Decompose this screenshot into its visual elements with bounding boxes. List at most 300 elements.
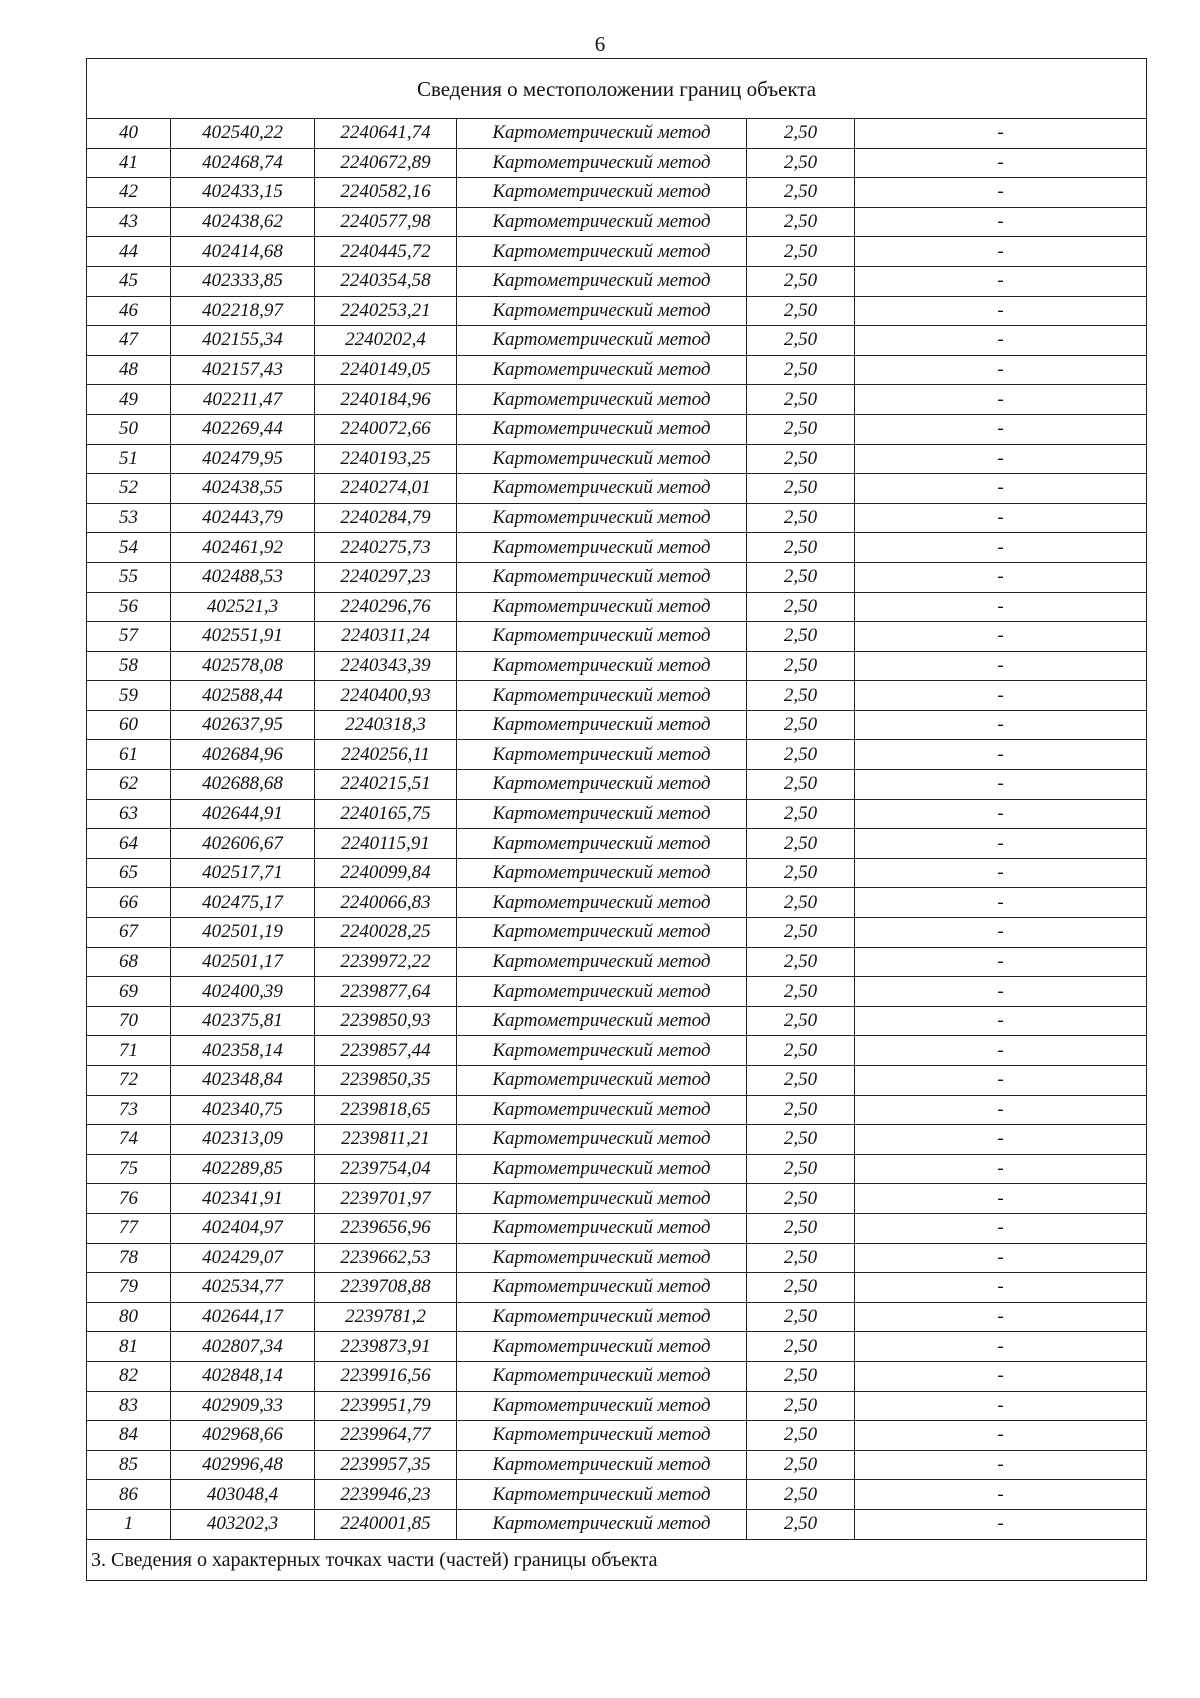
description-cell: - (855, 296, 1147, 326)
x-coordinate-cell: 402996,48 (171, 1450, 315, 1480)
boundary-points-table (86, 58, 1147, 1581)
y-coordinate-cell: 2240115,91 (315, 829, 457, 859)
y-coordinate-cell: 2240099,84 (315, 858, 457, 888)
x-coordinate-cell: 402400,39 (171, 977, 315, 1007)
description-cell: - (855, 533, 1147, 563)
x-coordinate-cell: 402521,3 (171, 592, 315, 622)
accuracy-cell: 2,50 (747, 385, 855, 415)
x-coordinate-cell: 402443,79 (171, 503, 315, 533)
point-number-cell: 42 (87, 178, 171, 208)
y-coordinate-cell: 2240577,98 (315, 207, 457, 237)
method-cell: Картометрический метод (457, 622, 747, 652)
accuracy-cell: 2,50 (747, 296, 855, 326)
y-coordinate-cell: 2240297,23 (315, 562, 457, 592)
y-coordinate-cell: 2239873,91 (315, 1332, 457, 1362)
table-row (87, 1036, 1147, 1066)
accuracy-cell: 2,50 (747, 1213, 855, 1243)
table-row (87, 533, 1147, 563)
table-row (87, 296, 1147, 326)
y-coordinate-cell: 2239946,23 (315, 1480, 457, 1510)
table-row (87, 1480, 1147, 1510)
point-number-cell: 67 (87, 918, 171, 948)
x-coordinate-cell: 402501,17 (171, 947, 315, 977)
table-row (87, 503, 1147, 533)
point-number-cell: 55 (87, 562, 171, 592)
x-coordinate-cell: 402218,97 (171, 296, 315, 326)
table-row (87, 740, 1147, 770)
y-coordinate-cell: 2240165,75 (315, 799, 457, 829)
table-row (87, 799, 1147, 829)
description-cell: - (855, 918, 1147, 948)
description-cell: - (855, 414, 1147, 444)
point-number-cell: 77 (87, 1213, 171, 1243)
accuracy-cell: 2,50 (747, 770, 855, 800)
method-cell: Картометрический метод (457, 770, 747, 800)
accuracy-cell: 2,50 (747, 1006, 855, 1036)
x-coordinate-cell: 402968,66 (171, 1421, 315, 1451)
description-cell: - (855, 858, 1147, 888)
method-cell: Картометрический метод (457, 148, 747, 178)
description-cell: - (855, 1243, 1147, 1273)
table-row (87, 770, 1147, 800)
point-number-cell: 73 (87, 1095, 171, 1125)
description-cell: - (855, 237, 1147, 267)
point-number-cell: 86 (87, 1480, 171, 1510)
x-coordinate-cell: 402517,71 (171, 858, 315, 888)
y-coordinate-cell: 2239656,96 (315, 1213, 457, 1243)
description-cell: - (855, 1480, 1147, 1510)
point-number-cell: 40 (87, 119, 171, 149)
x-coordinate-cell: 402341,91 (171, 1184, 315, 1214)
table-row (87, 622, 1147, 652)
y-coordinate-cell: 2240582,16 (315, 178, 457, 208)
x-coordinate-cell: 402688,68 (171, 770, 315, 800)
description-cell: - (855, 1332, 1147, 1362)
method-cell: Картометрический метод (457, 1302, 747, 1332)
description-cell: - (855, 1066, 1147, 1096)
description-cell: - (855, 1302, 1147, 1332)
x-coordinate-cell: 402461,92 (171, 533, 315, 563)
table-row (87, 947, 1147, 977)
description-cell: - (855, 740, 1147, 770)
accuracy-cell: 2,50 (747, 622, 855, 652)
x-coordinate-cell: 402269,44 (171, 414, 315, 444)
method-cell: Картометрический метод (457, 1006, 747, 1036)
y-coordinate-cell: 2240001,85 (315, 1509, 457, 1539)
accuracy-cell: 2,50 (747, 119, 855, 149)
point-number-cell: 59 (87, 681, 171, 711)
table-row (87, 1006, 1147, 1036)
table-row (87, 1509, 1147, 1539)
method-cell: Картометрический метод (457, 266, 747, 296)
y-coordinate-cell: 2240202,4 (315, 326, 457, 356)
method-cell: Картометрический метод (457, 237, 747, 267)
description-cell: - (855, 681, 1147, 711)
description-cell: - (855, 829, 1147, 859)
x-coordinate-cell: 402501,19 (171, 918, 315, 948)
point-number-cell: 78 (87, 1243, 171, 1273)
method-cell: Картометрический метод (457, 918, 747, 948)
method-cell: Картометрический метод (457, 1421, 747, 1451)
x-coordinate-cell: 402534,77 (171, 1273, 315, 1303)
point-number-cell: 45 (87, 266, 171, 296)
x-coordinate-cell: 402433,15 (171, 178, 315, 208)
point-number-cell: 48 (87, 355, 171, 385)
y-coordinate-cell: 2240072,66 (315, 414, 457, 444)
point-number-cell: 81 (87, 1332, 171, 1362)
description-cell: - (855, 178, 1147, 208)
accuracy-cell: 2,50 (747, 858, 855, 888)
point-number-cell: 49 (87, 385, 171, 415)
method-cell: Картометрический метод (457, 740, 747, 770)
x-coordinate-cell: 402684,96 (171, 740, 315, 770)
point-number-cell: 74 (87, 1125, 171, 1155)
table-row (87, 1332, 1147, 1362)
method-cell: Картометрический метод (457, 1154, 747, 1184)
x-coordinate-cell: 402375,81 (171, 1006, 315, 1036)
description-cell: - (855, 770, 1147, 800)
x-coordinate-cell: 402807,34 (171, 1332, 315, 1362)
method-cell: Картометрический метод (457, 326, 747, 356)
y-coordinate-cell: 2239972,22 (315, 947, 457, 977)
point-number-cell: 60 (87, 710, 171, 740)
point-number-cell: 85 (87, 1450, 171, 1480)
point-number-cell: 44 (87, 237, 171, 267)
accuracy-cell: 2,50 (747, 326, 855, 356)
y-coordinate-cell: 2239811,21 (315, 1125, 457, 1155)
point-number-cell: 54 (87, 533, 171, 563)
accuracy-cell: 2,50 (747, 947, 855, 977)
accuracy-cell: 2,50 (747, 1273, 855, 1303)
y-coordinate-cell: 2240215,51 (315, 770, 457, 800)
method-cell: Картометрический метод (457, 296, 747, 326)
table-row (87, 592, 1147, 622)
description-cell: - (855, 119, 1147, 149)
description-cell: - (855, 1421, 1147, 1451)
y-coordinate-cell: 2240445,72 (315, 237, 457, 267)
table-row (87, 237, 1147, 267)
point-number-cell: 51 (87, 444, 171, 474)
y-coordinate-cell: 2239662,53 (315, 1243, 457, 1273)
method-cell: Картометрический метод (457, 119, 747, 149)
table-row (87, 1213, 1147, 1243)
y-coordinate-cell: 2240311,24 (315, 622, 457, 652)
x-coordinate-cell: 403202,3 (171, 1509, 315, 1539)
method-cell: Картометрический метод (457, 444, 747, 474)
table-title: Сведения о местоположении границ объекта (87, 59, 1147, 119)
x-coordinate-cell: 402475,17 (171, 888, 315, 918)
x-coordinate-cell: 402588,44 (171, 681, 315, 711)
point-number-cell: 69 (87, 977, 171, 1007)
point-number-cell: 47 (87, 326, 171, 356)
y-coordinate-cell: 2240318,3 (315, 710, 457, 740)
accuracy-cell: 2,50 (747, 414, 855, 444)
point-number-cell: 43 (87, 207, 171, 237)
point-number-cell: 62 (87, 770, 171, 800)
accuracy-cell: 2,50 (747, 1066, 855, 1096)
point-number-cell: 72 (87, 1066, 171, 1096)
x-coordinate-cell: 402358,14 (171, 1036, 315, 1066)
method-cell: Картометрический метод (457, 799, 747, 829)
description-cell: - (855, 710, 1147, 740)
y-coordinate-cell: 2239850,35 (315, 1066, 457, 1096)
method-cell: Картометрический метод (457, 1184, 747, 1214)
x-coordinate-cell: 402637,95 (171, 710, 315, 740)
x-coordinate-cell: 402340,75 (171, 1095, 315, 1125)
point-number-cell: 63 (87, 799, 171, 829)
description-cell: - (855, 1273, 1147, 1303)
description-cell: - (855, 1154, 1147, 1184)
accuracy-cell: 2,50 (747, 1154, 855, 1184)
accuracy-cell: 2,50 (747, 710, 855, 740)
description-cell: - (855, 1361, 1147, 1391)
accuracy-cell: 2,50 (747, 888, 855, 918)
page-number: 6 (594, 32, 606, 56)
accuracy-cell: 2,50 (747, 1509, 855, 1539)
accuracy-cell: 2,50 (747, 1302, 855, 1332)
accuracy-cell: 2,50 (747, 1036, 855, 1066)
description-cell: - (855, 977, 1147, 1007)
table-row (87, 1243, 1147, 1273)
accuracy-cell: 2,50 (747, 1125, 855, 1155)
accuracy-cell: 2,50 (747, 355, 855, 385)
x-coordinate-cell: 402313,09 (171, 1125, 315, 1155)
table-row (87, 651, 1147, 681)
accuracy-cell: 2,50 (747, 237, 855, 267)
x-coordinate-cell: 402289,85 (171, 1154, 315, 1184)
table-row (87, 829, 1147, 859)
method-cell: Картометрический метод (457, 474, 747, 504)
table-row (87, 207, 1147, 237)
table-body (87, 119, 1147, 1540)
accuracy-cell: 2,50 (747, 1421, 855, 1451)
y-coordinate-cell: 2240400,93 (315, 681, 457, 711)
method-cell: Картометрический метод (457, 1361, 747, 1391)
x-coordinate-cell: 402848,14 (171, 1361, 315, 1391)
description-cell: - (855, 1036, 1147, 1066)
point-number-cell: 1 (87, 1509, 171, 1539)
x-coordinate-cell: 402429,07 (171, 1243, 315, 1273)
accuracy-cell: 2,50 (747, 918, 855, 948)
x-coordinate-cell: 402157,43 (171, 355, 315, 385)
y-coordinate-cell: 2240256,11 (315, 740, 457, 770)
accuracy-cell: 2,50 (747, 474, 855, 504)
y-coordinate-cell: 2240028,25 (315, 918, 457, 948)
description-cell: - (855, 562, 1147, 592)
description-cell: - (855, 1184, 1147, 1214)
y-coordinate-cell: 2239754,04 (315, 1154, 457, 1184)
description-cell: - (855, 1095, 1147, 1125)
accuracy-cell: 2,50 (747, 1095, 855, 1125)
method-cell: Картометрический метод (457, 829, 747, 859)
table-row (87, 119, 1147, 149)
accuracy-cell: 2,50 (747, 207, 855, 237)
table-row (87, 977, 1147, 1007)
point-number-cell: 50 (87, 414, 171, 444)
description-cell: - (855, 1391, 1147, 1421)
description-cell: - (855, 503, 1147, 533)
point-number-cell: 75 (87, 1154, 171, 1184)
table-row (87, 1450, 1147, 1480)
accuracy-cell: 2,50 (747, 592, 855, 622)
x-coordinate-cell: 402438,62 (171, 207, 315, 237)
table-row (87, 1391, 1147, 1421)
point-number-cell: 79 (87, 1273, 171, 1303)
table-row (87, 148, 1147, 178)
accuracy-cell: 2,50 (747, 740, 855, 770)
point-number-cell: 65 (87, 858, 171, 888)
x-coordinate-cell: 402211,47 (171, 385, 315, 415)
point-number-cell: 64 (87, 829, 171, 859)
table-row (87, 1184, 1147, 1214)
y-coordinate-cell: 2240149,05 (315, 355, 457, 385)
table-row (87, 474, 1147, 504)
method-cell: Картометрический метод (457, 947, 747, 977)
y-coordinate-cell: 2240284,79 (315, 503, 457, 533)
accuracy-cell: 2,50 (747, 1184, 855, 1214)
x-coordinate-cell: 402438,55 (171, 474, 315, 504)
y-coordinate-cell: 2239964,77 (315, 1421, 457, 1451)
table-row (87, 414, 1147, 444)
table-row (87, 888, 1147, 918)
table-row (87, 710, 1147, 740)
description-cell: - (855, 355, 1147, 385)
y-coordinate-cell: 2240641,74 (315, 119, 457, 149)
y-coordinate-cell: 2240253,21 (315, 296, 457, 326)
y-coordinate-cell: 2240354,58 (315, 266, 457, 296)
table-row (87, 858, 1147, 888)
description-cell: - (855, 1450, 1147, 1480)
point-number-cell: 61 (87, 740, 171, 770)
table-row (87, 562, 1147, 592)
accuracy-cell: 2,50 (747, 1391, 855, 1421)
x-coordinate-cell: 402468,74 (171, 148, 315, 178)
x-coordinate-cell: 402348,84 (171, 1066, 315, 1096)
accuracy-cell: 2,50 (747, 1332, 855, 1362)
y-coordinate-cell: 2240066,83 (315, 888, 457, 918)
point-number-cell: 66 (87, 888, 171, 918)
method-cell: Картометрический метод (457, 1243, 747, 1273)
method-cell: Картометрический метод (457, 1509, 747, 1539)
x-coordinate-cell: 402909,33 (171, 1391, 315, 1421)
point-number-cell: 80 (87, 1302, 171, 1332)
method-cell: Картометрический метод (457, 681, 747, 711)
method-cell: Картометрический метод (457, 1213, 747, 1243)
description-cell: - (855, 592, 1147, 622)
method-cell: Картометрический метод (457, 1391, 747, 1421)
x-coordinate-cell: 402414,68 (171, 237, 315, 267)
method-cell: Картометрический метод (457, 888, 747, 918)
table-row (87, 1302, 1147, 1332)
y-coordinate-cell: 2239850,93 (315, 1006, 457, 1036)
method-cell: Картометрический метод (457, 1095, 747, 1125)
table-title-row (87, 59, 1147, 119)
description-cell: - (855, 444, 1147, 474)
accuracy-cell: 2,50 (747, 1243, 855, 1273)
x-coordinate-cell: 402540,22 (171, 119, 315, 149)
point-number-cell: 76 (87, 1184, 171, 1214)
accuracy-cell: 2,50 (747, 681, 855, 711)
x-coordinate-cell: 402333,85 (171, 266, 315, 296)
accuracy-cell: 2,50 (747, 148, 855, 178)
table-row (87, 385, 1147, 415)
point-number-cell: 68 (87, 947, 171, 977)
y-coordinate-cell: 2240184,96 (315, 385, 457, 415)
accuracy-cell: 2,50 (747, 1480, 855, 1510)
x-coordinate-cell: 402606,67 (171, 829, 315, 859)
point-number-cell: 83 (87, 1391, 171, 1421)
point-number-cell: 41 (87, 148, 171, 178)
accuracy-cell: 2,50 (747, 977, 855, 1007)
point-number-cell: 84 (87, 1421, 171, 1451)
x-coordinate-cell: 403048,4 (171, 1480, 315, 1510)
method-cell: Картометрический метод (457, 1450, 747, 1480)
accuracy-cell: 2,50 (747, 178, 855, 208)
description-cell: - (855, 474, 1147, 504)
description-cell: - (855, 947, 1147, 977)
y-coordinate-cell: 2239818,65 (315, 1095, 457, 1125)
y-coordinate-cell: 2239957,35 (315, 1450, 457, 1480)
table-row (87, 1421, 1147, 1451)
x-coordinate-cell: 402488,53 (171, 562, 315, 592)
y-coordinate-cell: 2240274,01 (315, 474, 457, 504)
accuracy-cell: 2,50 (747, 829, 855, 859)
table-row (87, 266, 1147, 296)
point-number-cell: 57 (87, 622, 171, 652)
y-coordinate-cell: 2240672,89 (315, 148, 457, 178)
x-coordinate-cell: 402578,08 (171, 651, 315, 681)
description-cell: - (855, 651, 1147, 681)
table-row (87, 1273, 1147, 1303)
description-cell: - (855, 1006, 1147, 1036)
x-coordinate-cell: 402155,34 (171, 326, 315, 356)
method-cell: Картометрический метод (457, 533, 747, 563)
description-cell: - (855, 888, 1147, 918)
accuracy-cell: 2,50 (747, 1450, 855, 1480)
description-cell: - (855, 385, 1147, 415)
point-number-cell: 70 (87, 1006, 171, 1036)
method-cell: Картометрический метод (457, 1480, 747, 1510)
description-cell: - (855, 1509, 1147, 1539)
method-cell: Картометрический метод (457, 1066, 747, 1096)
method-cell: Картометрический метод (457, 1332, 747, 1362)
section-footer-row (87, 1539, 1147, 1580)
accuracy-cell: 2,50 (747, 562, 855, 592)
description-cell: - (855, 1213, 1147, 1243)
table-row (87, 1125, 1147, 1155)
point-number-cell: 58 (87, 651, 171, 681)
accuracy-cell: 2,50 (747, 444, 855, 474)
point-number-cell: 71 (87, 1036, 171, 1066)
x-coordinate-cell: 402404,97 (171, 1213, 315, 1243)
y-coordinate-cell: 2239951,79 (315, 1391, 457, 1421)
table-row (87, 1154, 1147, 1184)
table-row (87, 178, 1147, 208)
accuracy-cell: 2,50 (747, 503, 855, 533)
point-number-cell: 46 (87, 296, 171, 326)
table-row (87, 918, 1147, 948)
method-cell: Картометрический метод (457, 710, 747, 740)
accuracy-cell: 2,50 (747, 651, 855, 681)
table-row (87, 326, 1147, 356)
y-coordinate-cell: 2239877,64 (315, 977, 457, 1007)
y-coordinate-cell: 2239781,2 (315, 1302, 457, 1332)
table-row (87, 444, 1147, 474)
method-cell: Картометрический метод (457, 1273, 747, 1303)
point-number-cell: 53 (87, 503, 171, 533)
point-number-cell: 52 (87, 474, 171, 504)
method-cell: Картометрический метод (457, 562, 747, 592)
